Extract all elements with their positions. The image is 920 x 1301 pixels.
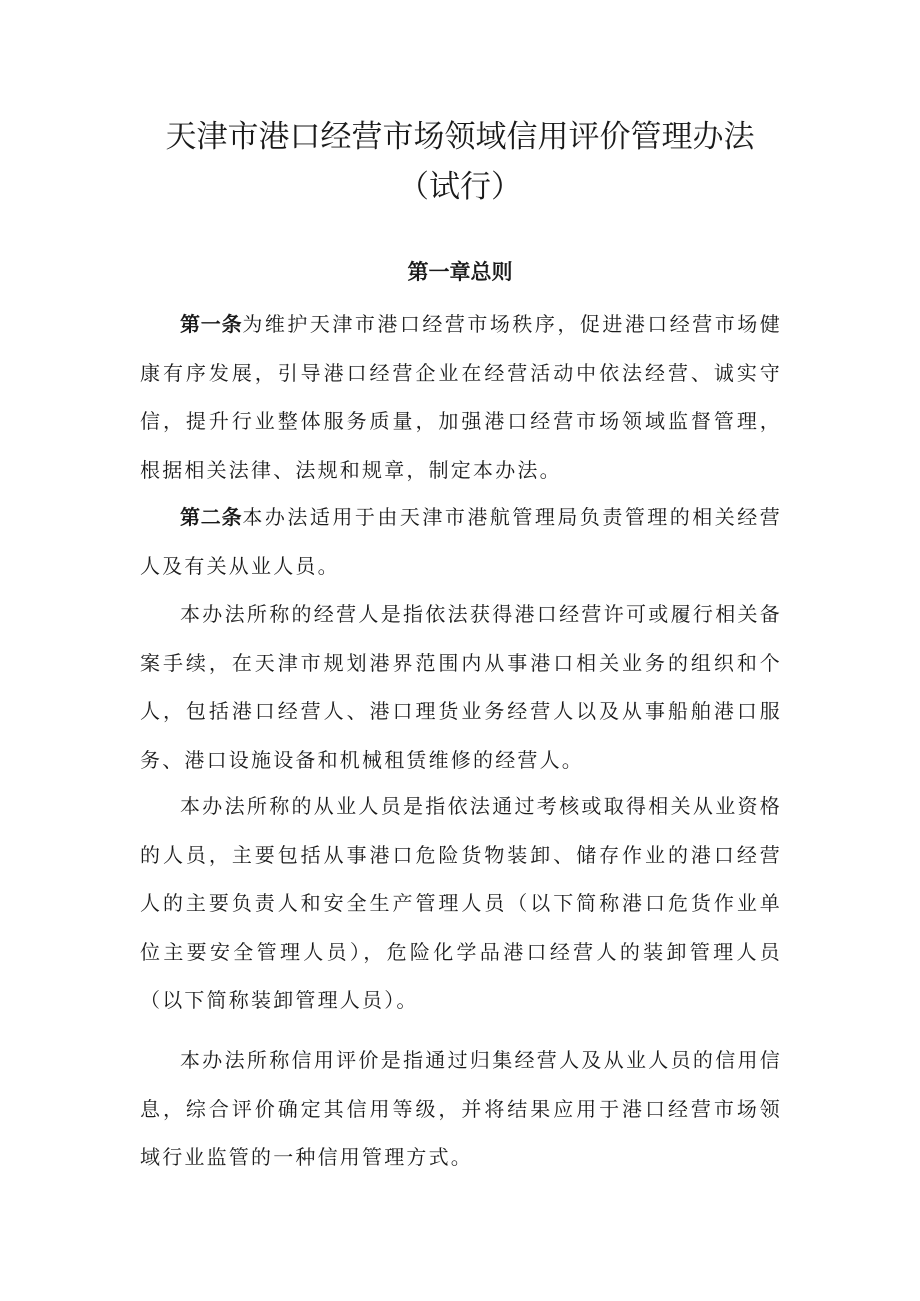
article-number: 第一条 (180, 312, 243, 336)
paragraph-text: 本办法所称的经营人是指依法获得港口经营许可或履行相关备案手续，在天津市规划港界范围内从事港口相关业务的组织和个人，包括港口经营人、港口理货业务经营人以及从事船舶港口服务、港口设施设备和机械租赁维修的经营人。 (140, 602, 782, 772)
body-paragraph-4 (140, 782, 782, 1025)
paragraph-text: 为维护天津市港口经营市场秩序，促进港口经营市场健康有序发展，引导港口经营企业在经营活动中依法经营、诚实守信，提升行业整体服务质量，加强港口经营市场领域监督管理，根据相关法律、法规和规章，制定本办法。 (140, 312, 782, 482)
article-paragraph-1 (140, 300, 782, 494)
document-title: 天津市港口经营市场领域信用评价管理办法（试行） (165, 119, 755, 205)
paragraph-text: 本办法所称信用评价是指通过归集经营人及从业人员的信用信息，综合评价确定其信用等级，并将结果应用于港口经营市场领域行业监管的一种信用管理方式。 (140, 1048, 782, 1169)
article-paragraph-2 (140, 493, 782, 590)
chapter-heading: 第一章总则 (407, 260, 513, 284)
article-number: 第二条 (180, 505, 243, 529)
paragraph-text: 本办法所称的从业人员是指依法通过考核或取得相关从业资格的人员，主要包括从事港口危险货物装卸、储存作业的港口经营人的主要负责人和安全生产管理人员（以下简称港口危货作业单位主要安全管理人员），危险化学品港口经营人的装卸管理人员（以下简称装卸管理人员）。 (140, 794, 782, 1012)
body-paragraph-5 (140, 1036, 782, 1182)
paragraph-text: 本办法适用于由天津市港航管理局负责管理的相关经营人及有关从业人员。 (140, 505, 782, 578)
body-paragraph-3 (140, 590, 782, 784)
